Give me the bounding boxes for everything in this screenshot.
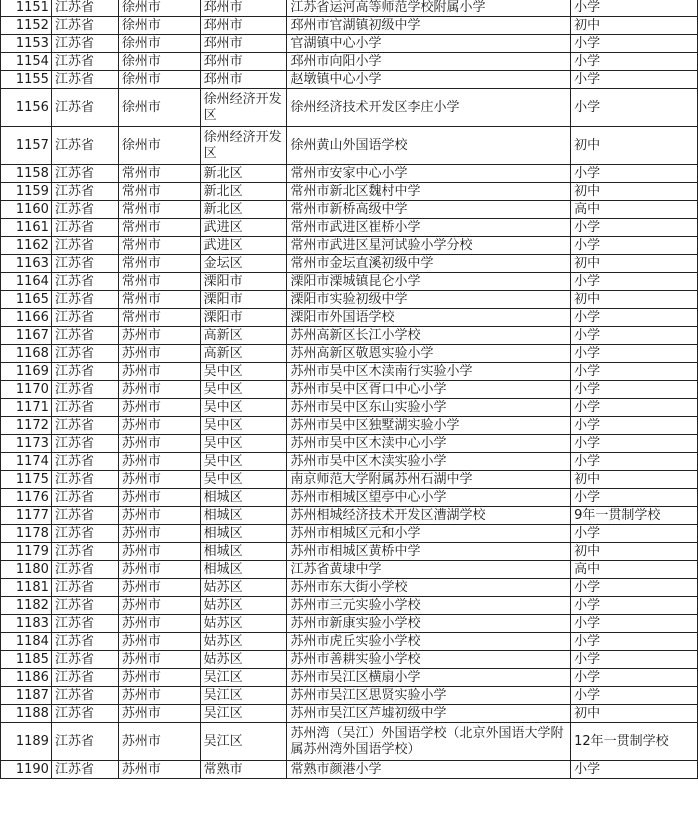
table-row <box>1 651 698 669</box>
province-cell: 江苏省 <box>51 543 118 561</box>
table-row <box>1 761 698 779</box>
school-level-cell: 小学 <box>571 327 698 345</box>
school-name-cell: 苏州市善耕实验小学校 <box>287 651 571 669</box>
row-number-cell: 1161 <box>1 219 52 237</box>
district-cell: 相城区 <box>200 525 287 543</box>
city-cell: 常州市 <box>118 273 200 291</box>
school-name-cell: 江苏省运河高等师范学校附属小学 <box>287 0 571 17</box>
province-cell: 江苏省 <box>51 53 118 71</box>
city-cell: 苏州市 <box>118 705 200 723</box>
school-name-cell: 苏州市吴江区横扇小学 <box>287 669 571 687</box>
city-cell: 苏州市 <box>118 327 200 345</box>
school-level-cell: 小学 <box>571 417 698 435</box>
province-cell: 江苏省 <box>51 417 118 435</box>
school-name-cell: 江苏省黄埭中学 <box>287 561 571 579</box>
table-row <box>1 633 698 651</box>
province-cell: 江苏省 <box>51 615 118 633</box>
school-level-cell: 小学 <box>571 525 698 543</box>
district-cell: 溧阳市 <box>200 273 287 291</box>
row-number-cell: 1186 <box>1 669 52 687</box>
table-row <box>1 381 698 399</box>
table-row <box>1 561 698 579</box>
table-row <box>1 471 698 489</box>
school-name-cell: 苏州市吴江区思贤实验小学 <box>287 687 571 705</box>
table-row <box>1 273 698 291</box>
city-cell: 苏州市 <box>118 507 200 525</box>
city-cell: 苏州市 <box>118 723 200 761</box>
school-name-cell: 常州市金坛直溪初级中学 <box>287 255 571 273</box>
school-level-cell: 小学 <box>571 633 698 651</box>
district-cell: 高新区 <box>200 345 287 363</box>
school-level-cell: 初中 <box>571 183 698 201</box>
table-row <box>1 723 698 761</box>
school-list-body <box>1 0 698 779</box>
city-cell: 苏州市 <box>118 471 200 489</box>
table-row <box>1 687 698 705</box>
school-level-cell: 初中 <box>571 471 698 489</box>
table-row <box>1 53 698 71</box>
city-cell: 苏州市 <box>118 633 200 651</box>
school-level-cell: 小学 <box>571 615 698 633</box>
table-row <box>1 291 698 309</box>
school-level-cell: 初中 <box>571 291 698 309</box>
row-number-cell: 1166 <box>1 309 52 327</box>
city-cell: 苏州市 <box>118 381 200 399</box>
city-cell: 苏州市 <box>118 597 200 615</box>
district-cell: 吴中区 <box>200 417 287 435</box>
province-cell: 江苏省 <box>51 507 118 525</box>
school-name-cell: 常州市新北区魏村中学 <box>287 183 571 201</box>
school-name-cell: 溧阳市溧城镇昆仑小学 <box>287 273 571 291</box>
district-cell: 相城区 <box>200 561 287 579</box>
table-row <box>1 89 698 127</box>
province-cell: 江苏省 <box>51 291 118 309</box>
province-cell: 江苏省 <box>51 0 118 17</box>
row-number-cell: 1190 <box>1 761 52 779</box>
row-number-cell: 1173 <box>1 435 52 453</box>
city-cell: 苏州市 <box>118 399 200 417</box>
city-cell: 徐州市 <box>118 89 200 127</box>
table-row <box>1 525 698 543</box>
school-level-cell: 小学 <box>571 669 698 687</box>
district-cell: 溧阳市 <box>200 291 287 309</box>
school-level-cell: 高中 <box>571 201 698 219</box>
district-cell: 姑苏区 <box>200 651 287 669</box>
district-cell: 徐州经济开发区 <box>200 127 287 165</box>
row-number-cell: 1180 <box>1 561 52 579</box>
table-row <box>1 0 698 17</box>
city-cell: 徐州市 <box>118 17 200 35</box>
city-cell: 苏州市 <box>118 435 200 453</box>
province-cell: 江苏省 <box>51 561 118 579</box>
table-row <box>1 705 698 723</box>
row-number-cell: 1164 <box>1 273 52 291</box>
province-cell: 江苏省 <box>51 71 118 89</box>
province-cell: 江苏省 <box>51 345 118 363</box>
table-row <box>1 35 698 53</box>
city-cell: 徐州市 <box>118 0 200 17</box>
province-cell: 江苏省 <box>51 453 118 471</box>
district-cell: 溧阳市 <box>200 309 287 327</box>
province-cell: 江苏省 <box>51 183 118 201</box>
school-name-cell: 溧阳市外国语学校 <box>287 309 571 327</box>
school-name-cell: 苏州市吴中区东山实验小学 <box>287 399 571 417</box>
school-name-cell: 官湖镇中心小学 <box>287 35 571 53</box>
district-cell: 吴中区 <box>200 381 287 399</box>
school-name-cell: 常州市安家中心小学 <box>287 165 571 183</box>
city-cell: 苏州市 <box>118 615 200 633</box>
province-cell: 江苏省 <box>51 723 118 761</box>
school-level-cell: 初中 <box>571 705 698 723</box>
city-cell: 苏州市 <box>118 525 200 543</box>
province-cell: 江苏省 <box>51 273 118 291</box>
district-cell: 金坛区 <box>200 255 287 273</box>
province-cell: 江苏省 <box>51 255 118 273</box>
district-cell: 邳州市 <box>200 71 287 89</box>
city-cell: 徐州市 <box>118 71 200 89</box>
row-number-cell: 1165 <box>1 291 52 309</box>
school-name-cell: 苏州市虎丘实验小学校 <box>287 633 571 651</box>
row-number-cell: 1153 <box>1 35 52 53</box>
school-level-cell: 小学 <box>571 761 698 779</box>
row-number-cell: 1158 <box>1 165 52 183</box>
school-name-cell: 苏州高新区敬恩实验小学 <box>287 345 571 363</box>
table-row <box>1 345 698 363</box>
row-number-cell: 1157 <box>1 127 52 165</box>
table-row <box>1 543 698 561</box>
school-name-cell: 常州市武进区星河试验小学分校 <box>287 237 571 255</box>
school-name-cell: 溧阳市实验初级中学 <box>287 291 571 309</box>
district-cell: 相城区 <box>200 507 287 525</box>
school-name-cell: 徐州经济技术开发区李庄小学 <box>287 89 571 127</box>
city-cell: 常州市 <box>118 183 200 201</box>
district-cell: 吴中区 <box>200 471 287 489</box>
district-cell: 吴中区 <box>200 399 287 417</box>
school-name-cell: 苏州市新康实验小学校 <box>287 615 571 633</box>
district-cell: 吴中区 <box>200 435 287 453</box>
school-name-cell: 苏州市东大街小学校 <box>287 579 571 597</box>
school-level-cell: 小学 <box>571 71 698 89</box>
row-number-cell: 1152 <box>1 17 52 35</box>
school-name-cell: 赵墩镇中心小学 <box>287 71 571 89</box>
city-cell: 苏州市 <box>118 651 200 669</box>
province-cell: 江苏省 <box>51 669 118 687</box>
school-level-cell: 9年一贯制学校 <box>571 507 698 525</box>
district-cell: 吴江区 <box>200 687 287 705</box>
table-row <box>1 579 698 597</box>
school-level-cell: 小学 <box>571 435 698 453</box>
district-cell: 吴江区 <box>200 723 287 761</box>
school-name-cell: 苏州湾（吴江）外国语学校（北京外国语大学附属苏州湾外国语学校） <box>287 723 571 761</box>
school-name-cell: 苏州市相城区元和小学 <box>287 525 571 543</box>
school-level-cell: 小学 <box>571 687 698 705</box>
province-cell: 江苏省 <box>51 363 118 381</box>
city-cell: 苏州市 <box>118 543 200 561</box>
province-cell: 江苏省 <box>51 35 118 53</box>
table-row <box>1 615 698 633</box>
school-level-cell: 高中 <box>571 561 698 579</box>
table-row <box>1 435 698 453</box>
city-cell: 苏州市 <box>118 687 200 705</box>
district-cell: 高新区 <box>200 327 287 345</box>
district-cell: 姑苏区 <box>200 633 287 651</box>
school-level-cell: 小学 <box>571 53 698 71</box>
school-name-cell: 苏州市相城区黄桥中学 <box>287 543 571 561</box>
table-row <box>1 417 698 435</box>
row-number-cell: 1176 <box>1 489 52 507</box>
province-cell: 江苏省 <box>51 435 118 453</box>
school-name-cell: 邳州市官湖镇初级中学 <box>287 17 571 35</box>
district-cell: 姑苏区 <box>200 579 287 597</box>
school-level-cell: 小学 <box>571 309 698 327</box>
school-name-cell: 徐州黄山外国语学校 <box>287 127 571 165</box>
province-cell: 江苏省 <box>51 633 118 651</box>
province-cell: 江苏省 <box>51 89 118 127</box>
district-cell: 邳州市 <box>200 53 287 71</box>
row-number-cell: 1172 <box>1 417 52 435</box>
district-cell: 吴中区 <box>200 453 287 471</box>
row-number-cell: 1175 <box>1 471 52 489</box>
city-cell: 徐州市 <box>118 35 200 53</box>
table-row <box>1 309 698 327</box>
city-cell: 苏州市 <box>118 579 200 597</box>
city-cell: 常州市 <box>118 165 200 183</box>
table-row <box>1 399 698 417</box>
row-number-cell: 1181 <box>1 579 52 597</box>
row-number-cell: 1171 <box>1 399 52 417</box>
school-name-cell: 常州市武进区崔桥小学 <box>287 219 571 237</box>
table-row <box>1 363 698 381</box>
district-cell: 吴中区 <box>200 363 287 381</box>
school-name-cell: 苏州市吴中区胥口中心小学 <box>287 381 571 399</box>
district-cell: 吴江区 <box>200 669 287 687</box>
province-cell: 江苏省 <box>51 309 118 327</box>
province-cell: 江苏省 <box>51 525 118 543</box>
school-level-cell: 小学 <box>571 453 698 471</box>
district-cell: 姑苏区 <box>200 615 287 633</box>
school-name-cell: 苏州高新区长江小学校 <box>287 327 571 345</box>
city-cell: 苏州市 <box>118 345 200 363</box>
row-number-cell: 1168 <box>1 345 52 363</box>
province-cell: 江苏省 <box>51 489 118 507</box>
row-number-cell: 1183 <box>1 615 52 633</box>
table-row <box>1 237 698 255</box>
district-cell: 武进区 <box>200 237 287 255</box>
row-number-cell: 1163 <box>1 255 52 273</box>
province-cell: 江苏省 <box>51 579 118 597</box>
table-row <box>1 127 698 165</box>
province-cell: 江苏省 <box>51 471 118 489</box>
school-level-cell: 小学 <box>571 651 698 669</box>
school-level-cell: 初中 <box>571 255 698 273</box>
table-row <box>1 453 698 471</box>
row-number-cell: 1189 <box>1 723 52 761</box>
row-number-cell: 1151 <box>1 0 52 17</box>
row-number-cell: 1179 <box>1 543 52 561</box>
school-level-cell: 小学 <box>571 89 698 127</box>
row-number-cell: 1174 <box>1 453 52 471</box>
province-cell: 江苏省 <box>51 165 118 183</box>
school-name-cell: 常熟市颜港小学 <box>287 761 571 779</box>
school-level-cell: 小学 <box>571 165 698 183</box>
city-cell: 常州市 <box>118 201 200 219</box>
city-cell: 苏州市 <box>118 417 200 435</box>
district-cell: 相城区 <box>200 489 287 507</box>
city-cell: 常州市 <box>118 219 200 237</box>
city-cell: 苏州市 <box>118 453 200 471</box>
district-cell: 邳州市 <box>200 35 287 53</box>
row-number-cell: 1184 <box>1 633 52 651</box>
province-cell: 江苏省 <box>51 201 118 219</box>
school-level-cell: 小学 <box>571 237 698 255</box>
province-cell: 江苏省 <box>51 219 118 237</box>
city-cell: 苏州市 <box>118 669 200 687</box>
school-name-cell: 南京师范大学附属苏州石湖中学 <box>287 471 571 489</box>
city-cell: 常州市 <box>118 309 200 327</box>
city-cell: 苏州市 <box>118 761 200 779</box>
table-row <box>1 489 698 507</box>
district-cell: 常熟市 <box>200 761 287 779</box>
city-cell: 苏州市 <box>118 489 200 507</box>
district-cell: 邳州市 <box>200 17 287 35</box>
province-cell: 江苏省 <box>51 17 118 35</box>
table-row <box>1 219 698 237</box>
school-level-cell: 12年一贯制学校 <box>571 723 698 761</box>
province-cell: 江苏省 <box>51 399 118 417</box>
district-cell: 姑苏区 <box>200 597 287 615</box>
district-cell: 新北区 <box>200 201 287 219</box>
district-cell: 邳州市 <box>200 0 287 17</box>
school-name-cell: 邳州市向阳小学 <box>287 53 571 71</box>
province-cell: 江苏省 <box>51 651 118 669</box>
table-row <box>1 507 698 525</box>
row-number-cell: 1187 <box>1 687 52 705</box>
school-level-cell: 初中 <box>571 17 698 35</box>
school-name-cell: 苏州市吴中区木渎中心小学 <box>287 435 571 453</box>
school-name-cell: 苏州相城经济技术开发区漕湖学校 <box>287 507 571 525</box>
school-level-cell: 小学 <box>571 273 698 291</box>
table-row <box>1 669 698 687</box>
city-cell: 苏州市 <box>118 561 200 579</box>
school-name-cell: 苏州市相城区望亭中心小学 <box>287 489 571 507</box>
province-cell: 江苏省 <box>51 127 118 165</box>
school-name-cell: 苏州市吴江区芦墟初级中学 <box>287 705 571 723</box>
table-row <box>1 327 698 345</box>
row-number-cell: 1154 <box>1 53 52 71</box>
district-cell: 武进区 <box>200 219 287 237</box>
city-cell: 常州市 <box>118 291 200 309</box>
school-level-cell: 小学 <box>571 381 698 399</box>
school-name-cell: 常州市新桥高级中学 <box>287 201 571 219</box>
province-cell: 江苏省 <box>51 381 118 399</box>
row-number-cell: 1185 <box>1 651 52 669</box>
province-cell: 江苏省 <box>51 761 118 779</box>
school-level-cell: 初中 <box>571 127 698 165</box>
district-cell: 徐州经济开发区 <box>200 89 287 127</box>
table-row <box>1 255 698 273</box>
school-level-cell: 小学 <box>571 219 698 237</box>
province-cell: 江苏省 <box>51 687 118 705</box>
school-name-cell: 苏州市吴中区独墅湖实验小学 <box>287 417 571 435</box>
city-cell: 常州市 <box>118 237 200 255</box>
row-number-cell: 1162 <box>1 237 52 255</box>
school-level-cell: 小学 <box>571 363 698 381</box>
row-number-cell: 1159 <box>1 183 52 201</box>
row-number-cell: 1177 <box>1 507 52 525</box>
district-cell: 新北区 <box>200 183 287 201</box>
table-row <box>1 201 698 219</box>
province-cell: 江苏省 <box>51 237 118 255</box>
row-number-cell: 1170 <box>1 381 52 399</box>
school-name-cell: 苏州市吴中区木渎实验小学 <box>287 453 571 471</box>
row-number-cell: 1155 <box>1 71 52 89</box>
table-row <box>1 165 698 183</box>
district-cell: 新北区 <box>200 165 287 183</box>
row-number-cell: 1188 <box>1 705 52 723</box>
province-cell: 江苏省 <box>51 327 118 345</box>
school-level-cell: 初中 <box>571 543 698 561</box>
row-number-cell: 1167 <box>1 327 52 345</box>
school-level-cell: 小学 <box>571 345 698 363</box>
district-cell: 吴江区 <box>200 705 287 723</box>
city-cell: 徐州市 <box>118 127 200 165</box>
school-name-cell: 苏州市吴中区木渎南行实验小学 <box>287 363 571 381</box>
school-level-cell: 小学 <box>571 597 698 615</box>
row-number-cell: 1160 <box>1 201 52 219</box>
province-cell: 江苏省 <box>51 597 118 615</box>
table-row <box>1 71 698 89</box>
province-cell: 江苏省 <box>51 705 118 723</box>
city-cell: 徐州市 <box>118 53 200 71</box>
row-number-cell: 1178 <box>1 525 52 543</box>
school-level-cell: 小学 <box>571 35 698 53</box>
row-number-cell: 1182 <box>1 597 52 615</box>
city-cell: 常州市 <box>118 255 200 273</box>
school-name-cell: 苏州市三元实验小学校 <box>287 597 571 615</box>
school-level-cell: 小学 <box>571 399 698 417</box>
table-row <box>1 183 698 201</box>
city-cell: 苏州市 <box>118 363 200 381</box>
table-row <box>1 597 698 615</box>
school-level-cell: 小学 <box>571 0 698 17</box>
school-level-cell: 小学 <box>571 489 698 507</box>
district-cell: 相城区 <box>200 543 287 561</box>
row-number-cell: 1156 <box>1 89 52 127</box>
table-row <box>1 17 698 35</box>
row-number-cell: 1169 <box>1 363 52 381</box>
school-level-cell: 小学 <box>571 579 698 597</box>
